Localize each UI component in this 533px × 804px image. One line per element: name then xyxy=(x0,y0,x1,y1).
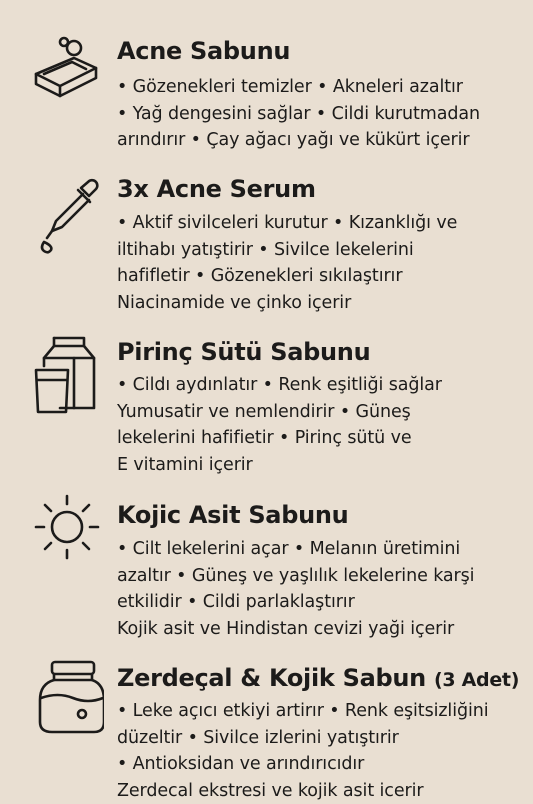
description-line: • Antioksidan ve arındırıcıdır xyxy=(117,751,527,778)
description-line: hafifletir • Gözenekleri sıkılaştırır xyxy=(117,263,527,290)
product-description xyxy=(117,698,527,804)
description-line: azaltır • Güneş ve yaşlılık lekelerine karşi xyxy=(117,563,527,590)
description-line: • Gözenekleri temizler • Akneleri azaltır xyxy=(117,74,527,101)
soap-bar-icon xyxy=(30,30,104,104)
description-line: • Cildı aydınlatır • Renk eşitliği sağlar xyxy=(117,372,527,399)
description-line: etkilidir • Cildi parlaklaştırır xyxy=(117,589,527,616)
description-line: iltihabı yatıştirir • Sivilce lekelerini xyxy=(117,237,527,264)
product-title: Acne Sabunu xyxy=(117,36,290,66)
product-title: Pirinç Sütü Sabunu xyxy=(117,337,370,367)
product-title: Kojic Asit Sabunu xyxy=(117,500,348,530)
dropper-icon xyxy=(30,176,104,260)
description-line: • Cilt lekelerini açar • Melanın üretimini xyxy=(117,536,527,563)
description-line: Zerdecal ekstresi ve kojik asit icerir xyxy=(117,778,527,804)
product-title-suffix: (3 Adet) xyxy=(434,669,519,691)
description-line: düzeltir • Sivilce izlerini yatıştırir xyxy=(117,725,527,752)
sun-icon xyxy=(30,490,104,564)
description-line: lekelerini hafifietir • Pirinç sütü ve xyxy=(117,425,527,452)
product-description xyxy=(117,74,527,154)
description-line: Kojik asit ve Hindistan cevizi yaği içerir xyxy=(117,616,527,643)
description-line: • Leke açıcı etkiyi artirır • Renk eşitsizliğini xyxy=(117,698,527,725)
description-line: E vitamini içerir xyxy=(117,452,527,479)
jar-icon xyxy=(30,656,104,736)
description-line: arındırır • Çay ağacı yağı ve kükürt içerir xyxy=(117,127,527,154)
description-line: Niacinamide ve çinko içerir xyxy=(117,290,527,317)
product-title xyxy=(117,663,519,695)
product-description xyxy=(117,210,527,316)
description-line: • Yağ dengesini sağlar • Cildi kurutmadan xyxy=(117,101,527,128)
product-title: 3x Acne Serum xyxy=(117,174,316,204)
product-description xyxy=(117,372,527,478)
product-title-text: Zerdeçal & Kojik Sabun xyxy=(117,664,426,692)
description-line: • Aktif sivilceleri kurutur • Kızanklığı ve xyxy=(117,210,527,237)
description-line: Yumusatir ve nemlendirir • Güneş xyxy=(117,399,527,426)
product-description xyxy=(117,536,527,642)
milk-carton-glass-icon xyxy=(30,334,104,414)
